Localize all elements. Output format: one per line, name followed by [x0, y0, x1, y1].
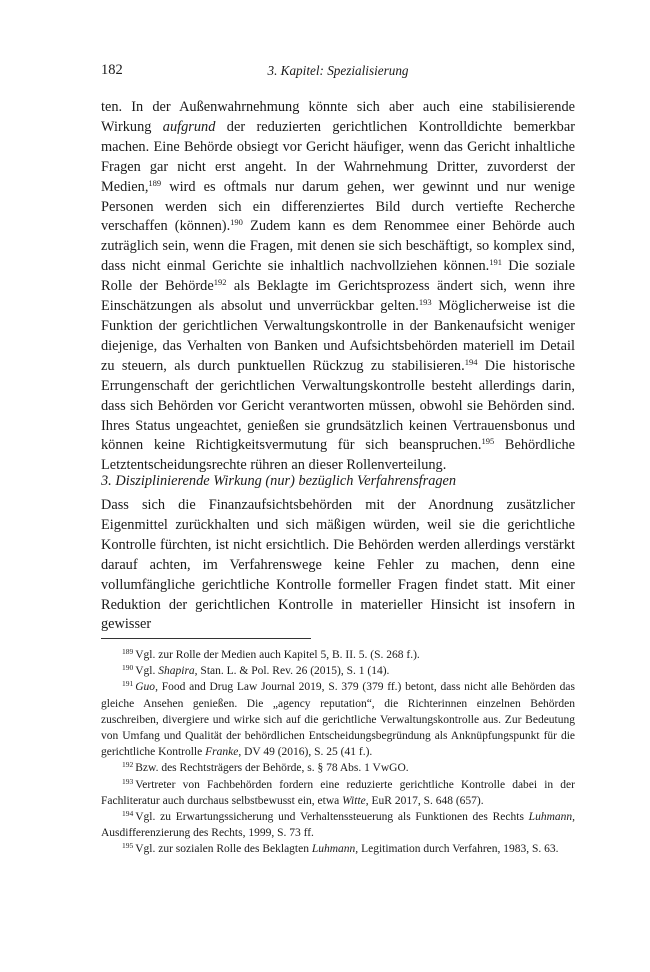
author-name: Franke — [205, 746, 239, 759]
text-run: Die soziale Rolle der Behörde — [101, 258, 575, 295]
footnote-ref-192[interactable]: 192 — [213, 277, 227, 288]
running-head: 3. Kapitel: Spezialisierung — [267, 63, 409, 78]
text-run: ten. In der Außenwahrnehmung könnte sich aber auch eine stabilisierende Wirkung — [101, 99, 575, 135]
footnotes — [101, 647, 575, 858]
author-name: Shapira — [158, 665, 195, 678]
footnote-ref-190[interactable]: 190 — [230, 217, 243, 228]
footnote-text: Vgl. zur Rolle der Medien auch Kapitel 5, B. II. 5. (S. 268 f.). — [135, 649, 420, 661]
footnote-191 — [101, 679, 575, 760]
footnote-192 — [101, 760, 575, 776]
text-run: Zudem kann es dem Renommee einer Behörde auch zuträglich sein, wenn die Fragen, mit denen sie sich beschäftigt, so komplex sind, dass nicht einmal Gerichte sie inhaltlich nachvollziehen können. — [101, 218, 575, 275]
footnote-number: 189 — [122, 647, 134, 656]
footnote-number: 190 — [122, 663, 134, 673]
author-name: Luhmann, — [311, 843, 359, 856]
footnote-text: Vertreter von Fachbehörden fordern eine reduzierte gerichtliche Kontrolle dabei in der Fachliteratur auch durchaus selbstbewusst ein, etwa — [101, 778, 575, 807]
body-paragraph-1 — [101, 98, 575, 476]
footnote-189 — [101, 647, 575, 663]
footnote-ref-195[interactable]: 195 — [481, 436, 495, 447]
footnote-ref-189[interactable]: 189 — [148, 177, 162, 188]
author-name: Guo — [135, 681, 156, 694]
author-name: Witte — [342, 794, 366, 807]
paragraph — [101, 98, 575, 476]
text-run: als Beklagte im Gerichtsprozess ändert sich, wenn ihre Einschätzungen als absolut und unverrückbar gelten. — [101, 278, 575, 315]
footnote-195 — [101, 841, 575, 857]
page-number: 182 — [101, 62, 123, 78]
footnote-ref-194[interactable]: 194 — [464, 356, 478, 367]
footnote-number: 192 — [122, 760, 134, 770]
footnote-number: 193 — [122, 776, 134, 786]
text-run: Möglicherweise ist die Funktion der gerichtlichen Verwaltungskontrolle in der Bankenaufsicht weniger diejenige, das Verhalten von Banken und Aufsichtsbehörden materiell im Detail zu steuern, als durch punktuellen Rückzug zu stabilisieren. — [101, 298, 576, 374]
section-heading: 3. Disziplinierende Wirkung (nur) bezüglich Verfahrensfragen — [101, 473, 457, 489]
text-run: Behördliche Letztentscheidungsrechte rühren an dieser Rollenverteilung. — [101, 437, 575, 474]
footnote-text: Legitimation durch Verfahren, 1983, S. 63. — [358, 843, 559, 856]
text-run: Die historische Errungenschaft der gerichtlichen Verwaltungskontrolle besteht allerdings darin, dass sich Behörden vor Gericht verantworten müssen, obwohl sie Behörden sind. Ihres Status ungeachtet, genießen sie grundsätzlich keinen Vertrauensbonus und können keine Richtigkeitsvermutung für sich beanspruchen. — [101, 357, 575, 454]
footnote-190 — [101, 663, 575, 679]
footnote-number: 194 — [122, 809, 134, 819]
body-paragraph-2: Dass sich die Finanzaufsichtsbehörden mit der Anordnung zusätzlicher Eigenmittel zurückhalten und sich mäßigen würden, weil sie die gerichtliche Kontrolle fürchten, ist nicht ersichtlich. Die Behörden werden allerdings verstärkt darauf achten, im Verfahrenswege keine Fehler zu machen, denn eine vollumfängliche gerichtliche Kontrolle formeller Fragen findet statt. Mit einer Reduktion der gerichtlichen Kontrolle in materieller Hinsicht ist insofern in gewisser — [101, 497, 575, 633]
emphasis: aufgrund — [162, 118, 216, 135]
footnote-text: Vgl. zur sozialen Rolle des Beklagten — [135, 843, 312, 856]
footnote-text: Vgl. — [135, 665, 159, 678]
footnote-text: Ausdifferenzierung des Rechts, 1999, S. 73 ff. — [101, 827, 314, 840]
footnote-number: 191 — [122, 679, 134, 689]
footnote-number: 195 — [122, 841, 134, 851]
footnote-text: , Food and Drug Law Journal 2019, S. 379 (379 ff.) betont, dass nicht alle Behörden das gleiche Ansehen genießen. Die „agency reputation“, die Richterinnen einzelnen Behörden zuschreiben, divergiere und wirke sich auf die gerichtliche Verwaltungskontrolle aus. Zur Bedeutung von Umfang und Qualität der behördlichen Entscheidungsbegründung als Anknüpfungspunkt für die gerichtliche Kontrolle — [101, 681, 575, 759]
footnote-text: Vgl. zu Erwartungssicherung und Verhaltenssteuerung als Funktionen des Rechts — [135, 811, 529, 824]
footnote-text: , DV 49 (2016), S. 25 (41 f.). — [238, 746, 373, 759]
footnote-text: , EuR 2017, S. 648 (657). — [365, 794, 484, 807]
text-run: der reduzierten gerichtlichen Kontrolldichte bemerkbar machen. Eine Behörde obsiegt vor Gericht häufiger, wenn das Gericht inhaltliche Fragen gar nicht erst angeht. In der Wahrnehmung Dritter, zuvorderst der Medien, — [101, 118, 575, 195]
footnote-text: Bzw. des Rechtsträgers der Behörde, s. § 78 Abs. 1 VwGO. — [135, 762, 409, 775]
footnote-text: , Stan. L. & Pol. Rev. 26 (2015), S. 1 (14). — [194, 665, 390, 678]
footnote-194 — [101, 809, 575, 841]
author-name: Luhmann, — [528, 811, 575, 824]
page-header — [101, 62, 575, 84]
text-run: wird es oftmals nur darum gehen, wer gewinnt und nur wenige Personen werden sich ein differenziertes Bild durch vertiefte Recherche verschaffen (können). — [101, 178, 575, 235]
footnote-193 — [101, 777, 575, 809]
footnote-ref-193[interactable]: 193 — [418, 297, 432, 308]
footnote-divider — [101, 638, 311, 639]
footnote-ref-191[interactable]: 191 — [489, 257, 502, 268]
